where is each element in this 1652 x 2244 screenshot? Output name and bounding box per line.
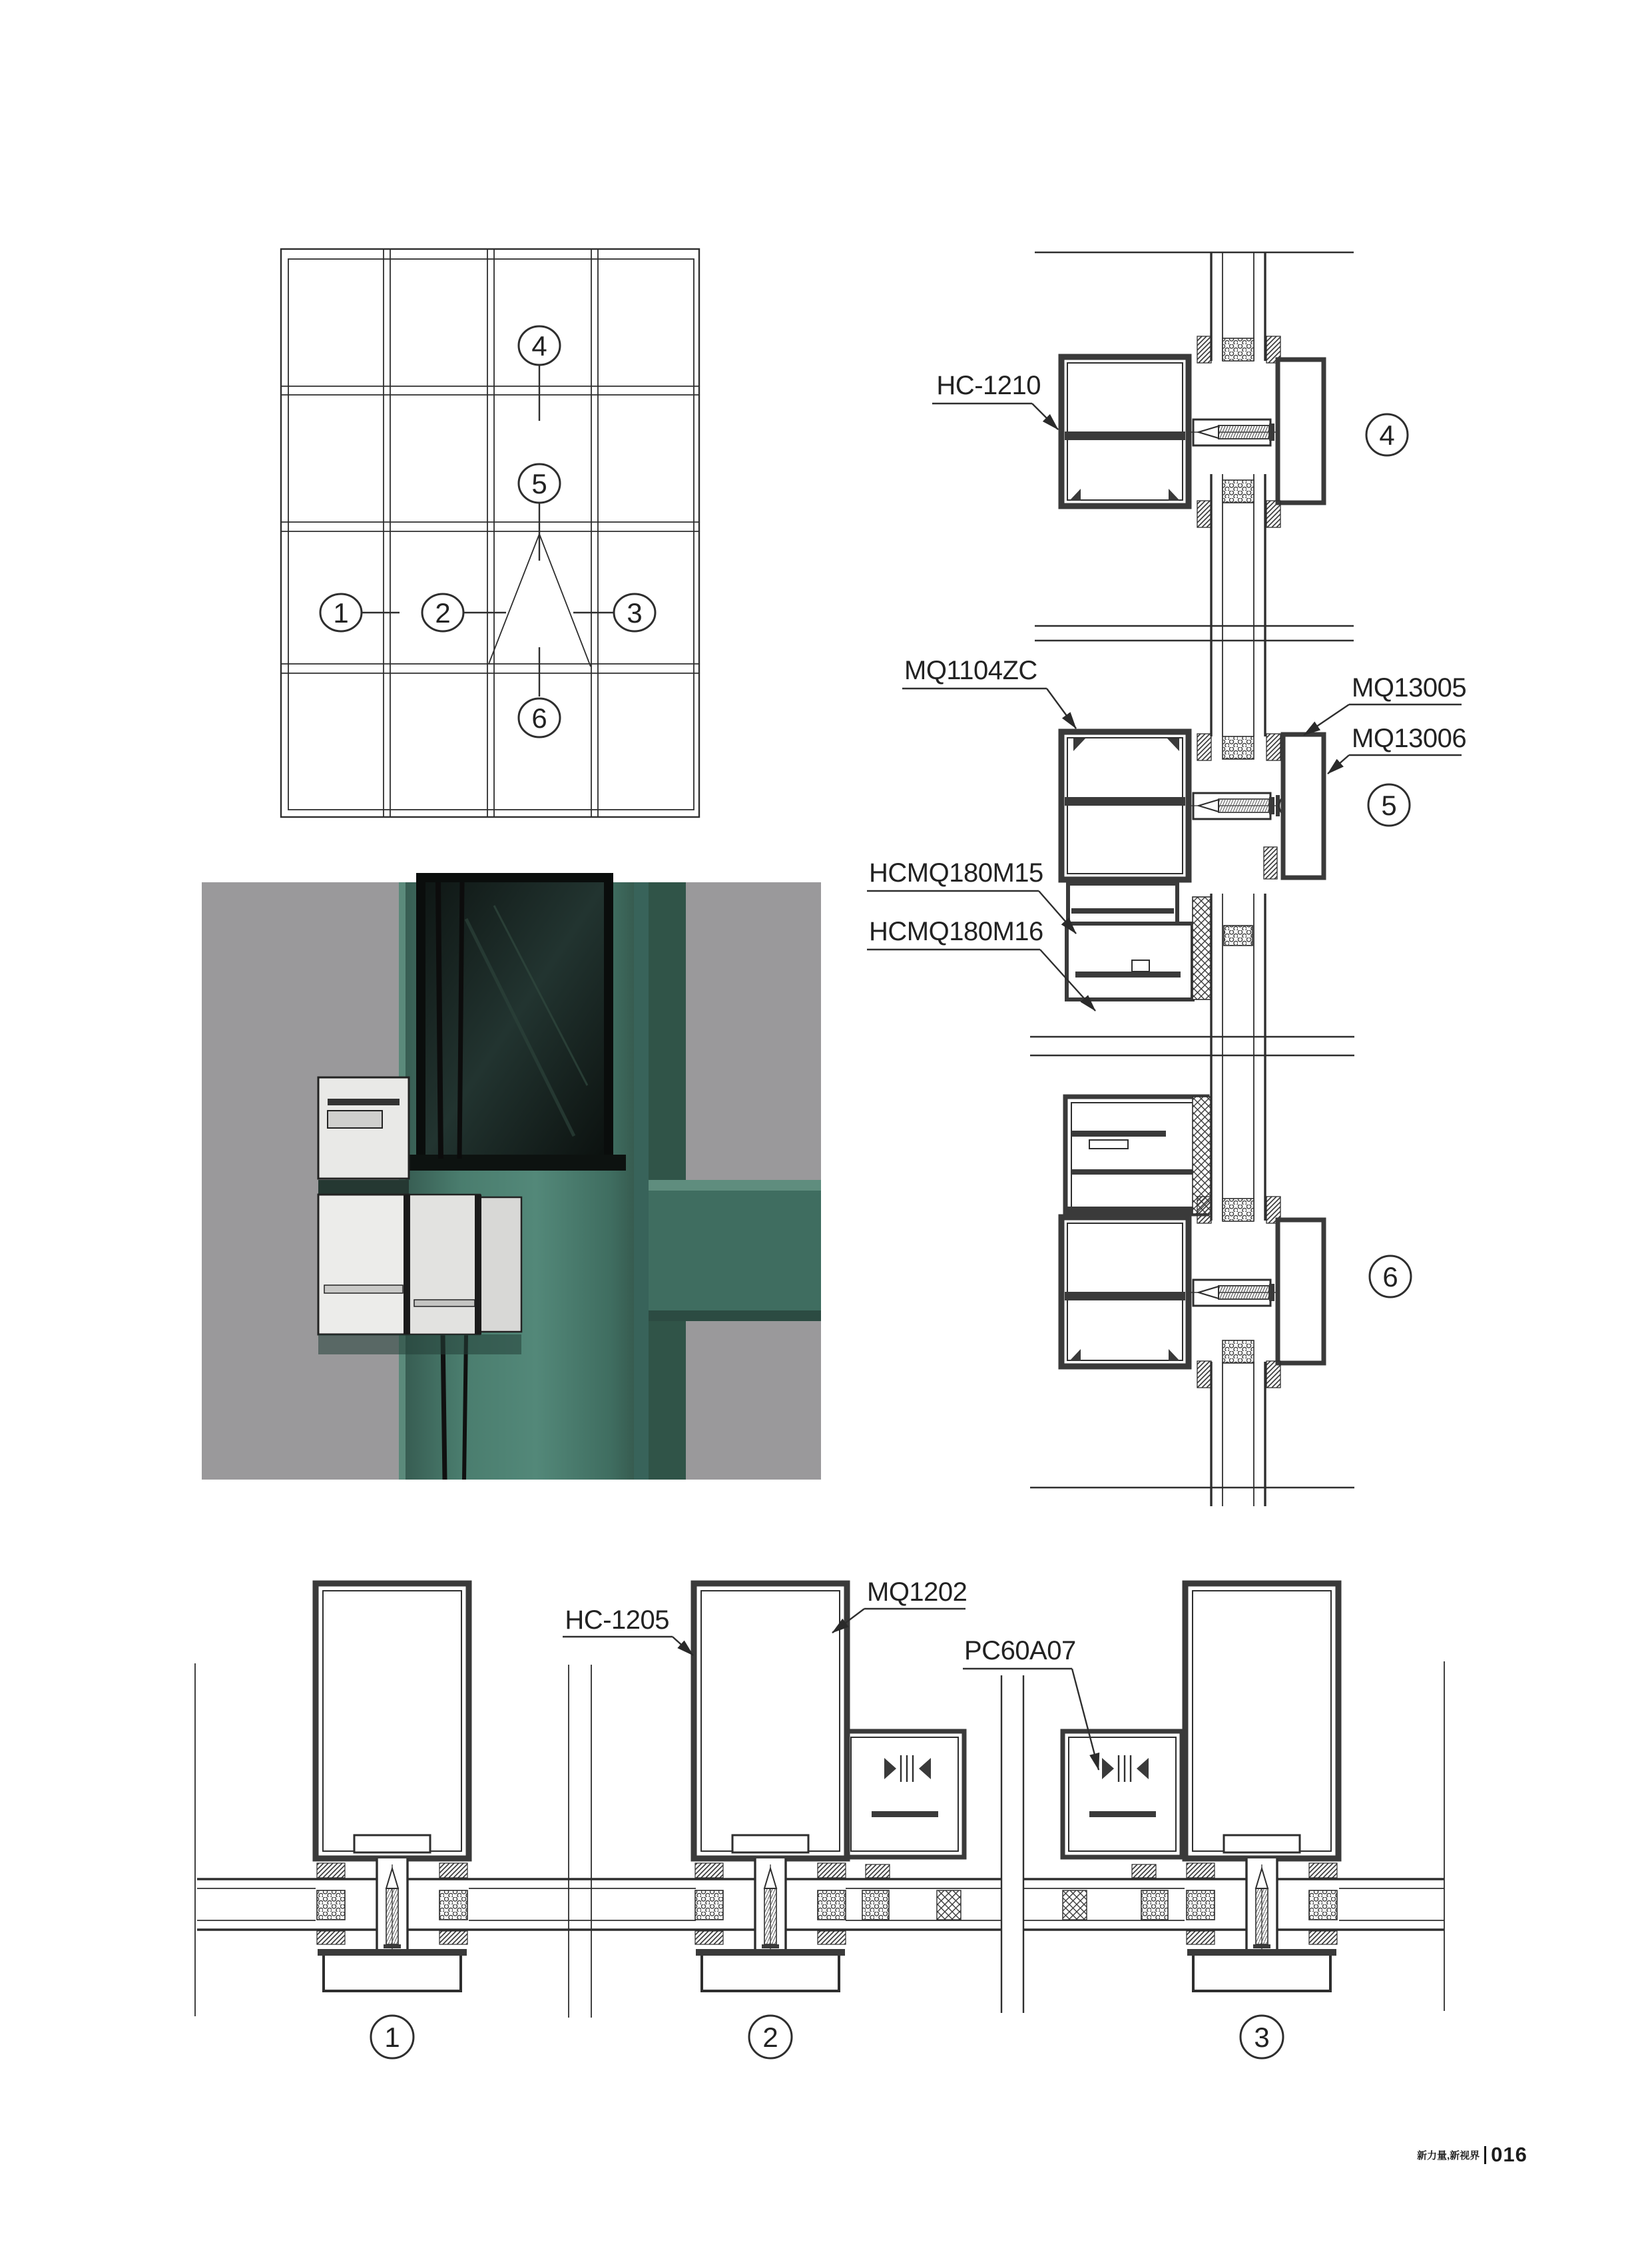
section-number: 3 [1254,2022,1270,2053]
callout-number: 4 [531,330,547,362]
section-marker-1 [371,2016,413,2058]
adapter-frame [1067,884,1193,999]
callout-number: 6 [531,702,547,734]
section-number: 4 [1379,420,1395,451]
label-mq1202 [832,1577,967,1633]
product-render [202,878,821,1480]
vertical-sections [867,252,1466,1506]
vertical-section-5 [867,656,1466,1055]
plan-section-2 [563,1577,1099,2058]
label-mq13006 [1328,724,1466,774]
vent-sash-right [1063,1731,1182,1857]
elevation-callout-1 [320,594,400,631]
svg-text:HCMQ180M16: HCMQ180M16 [869,917,1043,946]
svg-text:MQ13005: MQ13005 [1352,673,1467,702]
svg-text:MQ13006: MQ13006 [1352,724,1467,753]
cover-cap-profile [1283,734,1324,878]
vertical-section-4 [932,252,1408,641]
svg-text:HC-1205: HC-1205 [565,1605,669,1635]
svg-text:HC-1210: HC-1210 [936,371,1041,400]
section-number: 6 [1382,1261,1398,1292]
callout-number: 1 [333,597,349,629]
elevation-callout-5 [519,464,560,561]
footer-divider [1484,2146,1486,2164]
section-marker-3 [1240,2016,1283,2058]
vent-sash-section [1065,1097,1207,1214]
plan-sections [195,1577,1444,2058]
svg-text:PC60A07: PC60A07 [964,1636,1076,1665]
vent-assembly [845,1675,1182,2013]
section-marker-6 [1370,1256,1411,1297]
label-hcmq180m16 [867,917,1095,1011]
callout-number: 2 [435,597,451,629]
plan-section-1 [316,1583,469,2058]
callout-number: 3 [627,597,643,629]
section-marker-4 [1366,414,1408,455]
footer-page-number: 016 [1491,2143,1527,2166]
label-hc1205 [563,1605,693,1655]
elevation-diagram [281,249,699,817]
section-marker-5 [1368,784,1410,826]
section-marker-2 [749,2016,792,2058]
footer-slogan: 新力量,新视界 [1417,2149,1480,2161]
vertical-section-6 [1030,1097,1411,1488]
render-transom-beam [649,1180,821,1321]
section-number: 1 [384,2022,400,2053]
page-footer [1417,2143,1527,2167]
elevation-callout-3 [573,594,655,631]
svg-text:MQ1202: MQ1202 [867,1577,967,1607]
svg-text:MQ1104ZC: MQ1104ZC [904,656,1037,685]
label-mq1104zc [902,656,1076,728]
section-number: 2 [762,2022,778,2053]
svg-text:HCMQ180M15: HCMQ180M15 [869,858,1043,888]
label-hc1210 [932,371,1058,429]
section-number: 5 [1381,790,1397,821]
vent-sash-left [845,1731,964,1857]
elevation-grid [281,249,699,817]
elevation-callout-6 [519,647,560,737]
callout-number: 5 [531,468,547,499]
elevation-callout-4 [519,326,560,421]
plan-section-3 [1185,1583,1338,2058]
